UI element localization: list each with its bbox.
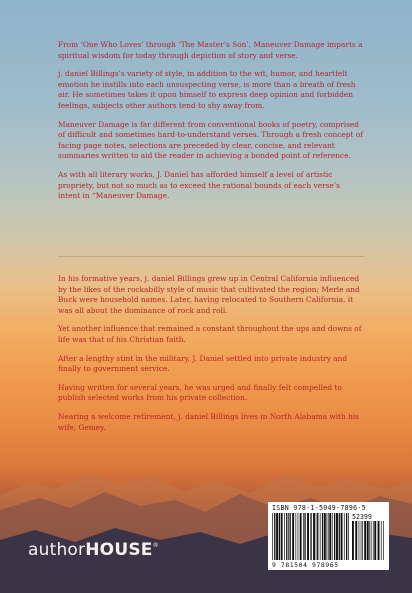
barcode-bar <box>310 513 311 560</box>
barcode-bar <box>317 513 318 560</box>
section-divider <box>58 256 364 257</box>
barcode-bar <box>344 513 345 560</box>
bio-paragraph-1: In his formative years, j. daniel Billings grew up in Central California influenced by the likes of the rockabilly style of music that cultivated the region; Merle and Buck were household names. Later, having relocated to Southern California, it was all about the dominance of rock and roll. <box>58 274 360 315</box>
barcode-bar <box>290 513 291 560</box>
barcode-bar <box>327 513 328 560</box>
publisher-name-part1: author <box>28 540 86 560</box>
barcode-bar <box>322 513 323 560</box>
barcode-bar <box>361 521 362 560</box>
barcode-bar <box>281 513 283 560</box>
barcode-bar <box>320 513 321 560</box>
barcode-addon-bars <box>352 521 385 560</box>
barcode-main-bars <box>272 513 350 560</box>
bio-paragraph-3: After a lengthy stint in the military, J. Daniel settled into private industry and finally to government service. <box>58 353 348 374</box>
barcode-bar <box>352 521 354 560</box>
barcode-bar <box>373 521 374 560</box>
barcode-bar <box>355 521 357 560</box>
bio-paragraph-5: Nearing a welcome retirement, j. daniel Billings lives in North Alabama with his wife, Gemey. <box>58 411 360 432</box>
barcode-bar <box>374 521 376 560</box>
barcode-bar <box>378 521 380 560</box>
barcode-bar <box>369 521 370 560</box>
bio-paragraph-4: Having written for several years, he was urged and finally felt compelled to publish selected works from his private collection. <box>58 382 342 403</box>
barcode-addon-number: 52399 <box>352 513 372 521</box>
barcode-bar <box>316 513 317 560</box>
barcode-bar <box>274 513 275 560</box>
blurb-paragraph-4: As with all literary works, J. Daniel has afforded himself a level of artistic propriety, but not so much as to exceed the rational bounds of each verse’s intent in “Maneuver Damage. <box>58 169 340 201</box>
isbn-label: ISBN 978-1-5049-7896-5 <box>272 504 366 512</box>
barcode-bar <box>364 521 366 560</box>
barcode-bar <box>371 521 372 560</box>
barcode-bar <box>336 513 338 560</box>
publisher-name-part2: HOUSE <box>85 540 153 560</box>
barcode-bar <box>276 513 278 560</box>
barcode-bar <box>341 513 343 560</box>
barcode-bar <box>324 513 326 560</box>
barcode-bar <box>286 513 287 560</box>
barcode-bar <box>298 513 299 560</box>
book-description <box>58 40 364 210</box>
barcode-bar <box>359 521 360 560</box>
barcode-bar <box>328 513 329 560</box>
barcode-digits: 9 781504 978965 <box>272 561 339 569</box>
isbn-barcode <box>268 502 389 570</box>
barcode-bar <box>288 513 289 560</box>
barcode-bar <box>296 513 297 560</box>
barcode-bar <box>279 513 280 560</box>
barcode-bar <box>300 513 302 560</box>
barcode-bar <box>339 513 340 560</box>
barcode-bar <box>303 513 304 560</box>
publisher-logo <box>28 540 159 560</box>
registered-mark: ® <box>152 542 159 549</box>
barcode-bar <box>383 521 384 560</box>
barcode-bar <box>362 521 363 560</box>
bio-paragraph-2: Yet another influence that remained a constant throughout the ups and downs of life was that of his Christian faith. <box>58 324 362 344</box>
blurb-paragraph-1: From ‘One Who Loves’ through ‘The Master’s Son’, Maneuver Damage imparts a spiritual wisdom for today through depiction of story and verse. <box>58 40 363 60</box>
barcode-bar <box>346 513 347 560</box>
barcode-bar <box>348 513 349 560</box>
barcode-bar <box>304 513 305 560</box>
author-biography <box>58 274 364 441</box>
barcode-bar <box>334 513 335 560</box>
barcode-bar <box>307 513 309 560</box>
barcode-bar <box>332 513 333 560</box>
barcode-bar <box>313 513 315 560</box>
barcode-bar <box>284 513 285 560</box>
barcode-bar <box>381 521 382 560</box>
barcode-bar <box>367 521 369 560</box>
barcode-bar <box>329 513 331 560</box>
barcode-bar <box>292 513 294 560</box>
barcode-bar <box>272 513 273 560</box>
blurb-paragraph-2: j. daniel Billings’s variety of style, in addition to the wit, humor, and heartfelt emotion he instills into each unsuspecting verse, is more than a breath of fresh air. He sometimes takes it upon himself to express deep opinion and forbidden feelings, subjects other authors tend to shy away from. <box>58 69 356 110</box>
blurb-paragraph-3: Maneuver Damage is far different from conventional books of poetry, comprised of difficult and sometimes hard-to-understand verses. Through a fresh concept of facing page notes, selections are preceded by clear, concise, and relevant summaries written to aid the reader in achieving a bonded point of reference. <box>58 119 363 161</box>
